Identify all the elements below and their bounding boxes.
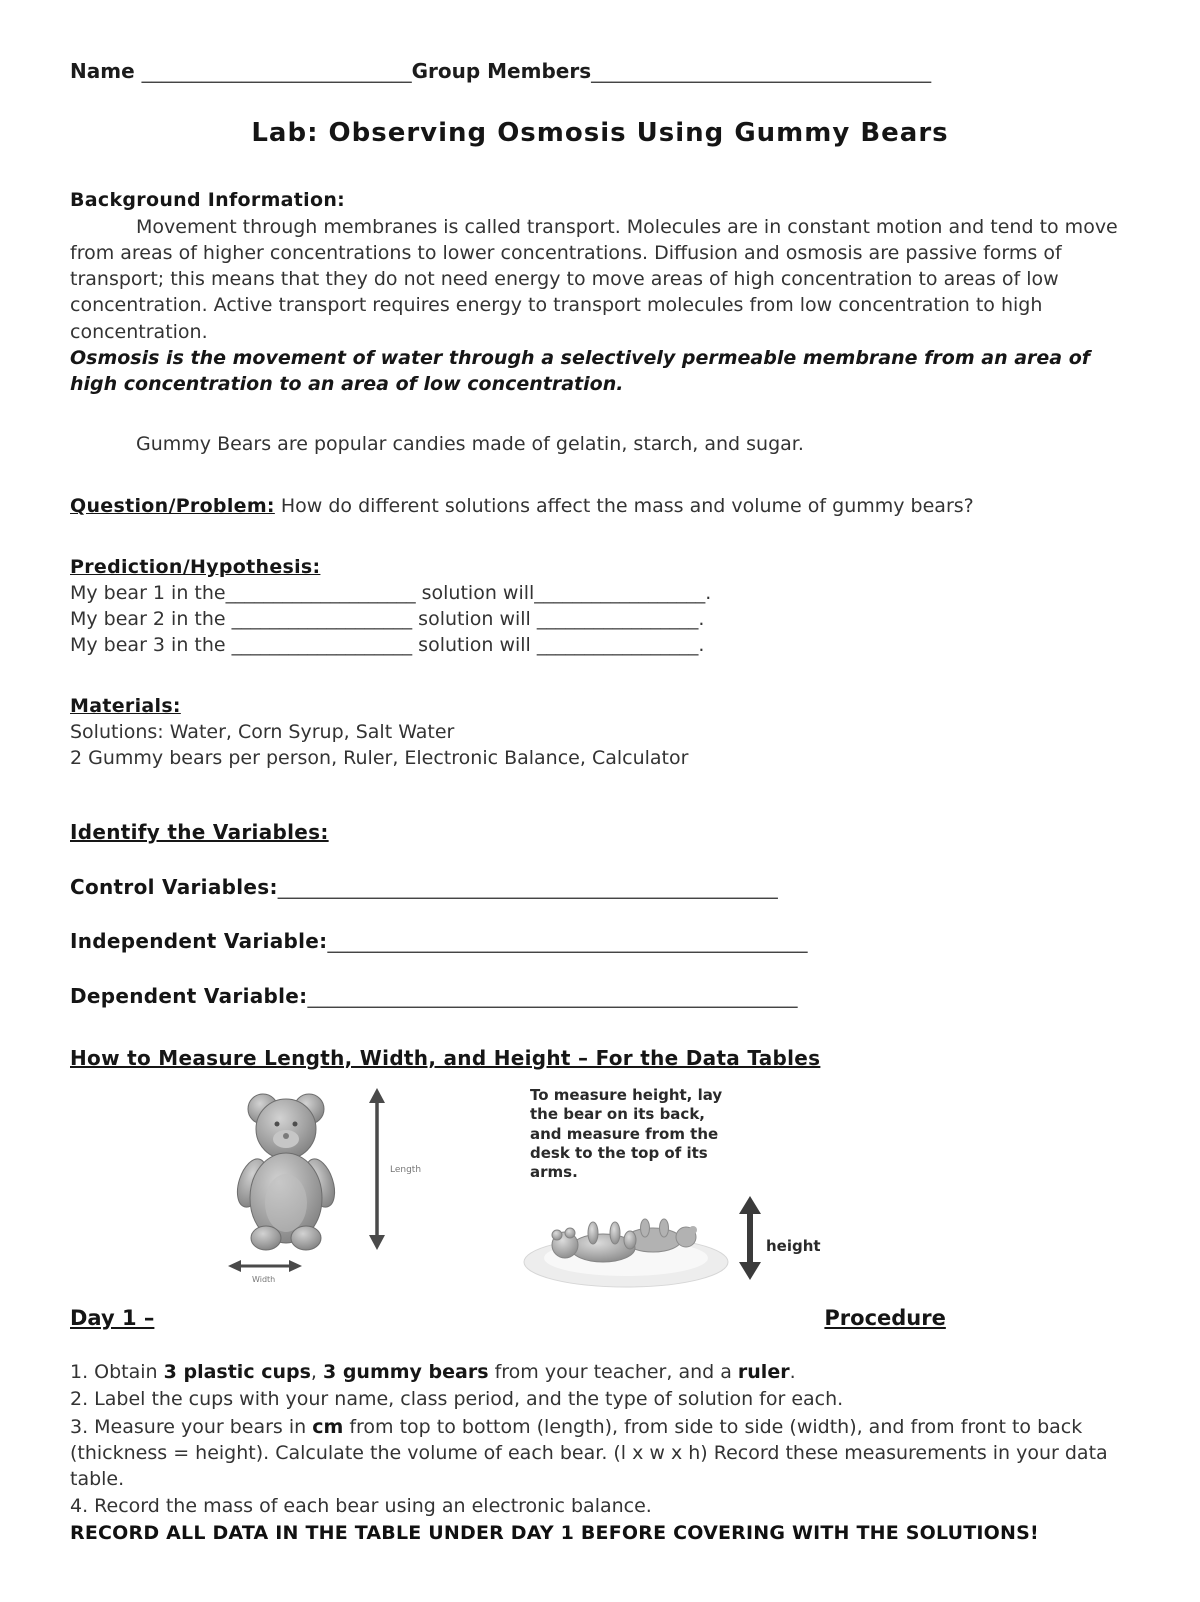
background-section xyxy=(70,187,1130,457)
height-arrow-icon xyxy=(736,1196,764,1280)
step1-period: . xyxy=(789,1361,796,1384)
measure-section xyxy=(70,1045,1130,1073)
materials-solutions: Solutions: Water, Corn Syrup, Salt Water xyxy=(70,720,455,743)
measurement-figures xyxy=(190,1086,1130,1294)
procedure-heading-row xyxy=(70,1304,1130,1333)
procedure-step-1 xyxy=(70,1359,1130,1385)
procedure-step-3 xyxy=(70,1414,1130,1493)
step3-cm: cm xyxy=(312,1415,344,1438)
prediction-1-period: . xyxy=(705,581,712,604)
step3-text-a: 3. Measure your bears in xyxy=(70,1415,313,1438)
procedure-steps xyxy=(70,1359,1130,1547)
height-label: height xyxy=(766,1237,821,1256)
question-heading: Question/Problem: xyxy=(70,495,275,518)
day-1-heading: Day 1 – xyxy=(70,1306,155,1331)
procedure-heading: Procedure xyxy=(824,1306,946,1331)
dependent-variable-label: Dependent Variable: xyxy=(70,983,308,1008)
length-arrow-icon xyxy=(366,1088,388,1250)
width-label: Width xyxy=(252,1275,276,1285)
variables-heading: Identify the Variables: xyxy=(70,820,329,845)
gummy-bear-front-image xyxy=(220,1086,352,1252)
procedure-step-2: 2. Label the cups with your name, class period, and the type of solution for each. xyxy=(70,1388,844,1411)
prediction-line-2 xyxy=(70,606,1130,632)
step1-ruler: ruler xyxy=(737,1361,790,1384)
prediction-3-result-blank: _________________ xyxy=(536,634,699,657)
step3-text-b: from top to bottom (length), from side to side (width), and from front to back (thickness = height). Calculate the volume of each bear. (l x w x h) Record these measurements in your data table. xyxy=(70,1415,1108,1490)
step1-plastic-cups: 3 plastic cups xyxy=(163,1361,311,1384)
page-title: Lab: Observing Osmosis Using Gummy Bears xyxy=(251,117,949,148)
dependent-variable-blank: _________________________________________________ xyxy=(307,983,798,1008)
variables-section xyxy=(70,819,1130,1010)
step1-text-b: , xyxy=(310,1361,323,1384)
gummy-bears-note: Gummy Bears are popular candies made of gelatin, starch, and sugar. xyxy=(136,433,804,456)
measure-heading: How to Measure Length, Width, and Height – For the Data Tables xyxy=(70,1045,821,1070)
prediction-line-1 xyxy=(70,580,1130,606)
question-text: How do different solutions affect the mass and volume of gummy bears? xyxy=(274,495,974,518)
materials-section xyxy=(70,693,1130,772)
height-photo xyxy=(530,1188,950,1292)
group-members-label: Group Members xyxy=(411,59,592,83)
control-variables-blank: __________________________________________________ xyxy=(277,874,778,899)
length-width-figure xyxy=(190,1086,480,1294)
procedure-step-4: 4. Record the mass of each bear using an electronic balance. xyxy=(70,1495,652,1518)
background-heading: Background Information: xyxy=(70,189,346,212)
name-group-line xyxy=(70,58,1130,86)
prediction-2-result-blank: _________________ xyxy=(536,608,699,631)
step1-text-c: from your teacher, and a xyxy=(488,1361,738,1384)
procedure-warning: RECORD ALL DATA IN THE TABLE UNDER DAY 1 BEFORE COVERING WITH THE SOLUTIONS! xyxy=(70,1522,1039,1545)
dependent-variable-row xyxy=(70,983,1130,1011)
prediction-3-mid: solution will xyxy=(412,634,537,657)
independent-variable-row xyxy=(70,928,1130,956)
prediction-1-solution-blank: ____________________ xyxy=(225,581,416,604)
osmosis-definition: Osmosis is the movement of water through a selectively permeable membrane from an area of high concentration to an area of low concentration. xyxy=(70,346,1091,395)
background-paragraph: Movement through membranes is called transport. Molecules are in constant motion and tend to move from areas of higher concentrations to lower concentrations. Diffusion and osmosis are passive forms of transport; this means that they do not need energy to move areas of high concentration to areas of low concentration. Active transport requires energy to transport molecules from low concentration to high concentration. xyxy=(70,215,1118,343)
prediction-1-text: My bear 1 in the xyxy=(70,581,226,604)
height-instruction-text: To measure height, lay the bear on its back, and measure from the desk to the top of its arms. xyxy=(530,1086,723,1181)
materials-heading: Materials: xyxy=(70,694,181,717)
prediction-1-result-blank: __________________ xyxy=(534,581,706,604)
gummy-bear-on-back-image xyxy=(518,1188,738,1292)
prediction-2-period: . xyxy=(698,608,705,631)
prediction-2-mid: solution will xyxy=(412,608,537,631)
materials-equipment: 2 Gummy bears per person, Ruler, Electronic Balance, Calculator xyxy=(70,746,689,769)
group-members-blank: __________________________________ xyxy=(591,59,932,83)
prediction-heading: Prediction/Hypothesis: xyxy=(70,555,321,578)
question-section xyxy=(70,493,1130,519)
prediction-2-text: My bear 2 in the xyxy=(70,608,232,631)
prediction-3-solution-blank: ___________________ xyxy=(231,634,413,657)
independent-variable-blank: ________________________________________________ xyxy=(327,929,808,954)
prediction-2-solution-blank: ___________________ xyxy=(231,608,413,631)
height-figure xyxy=(530,1086,950,1294)
step1-gummy-bears: 3 gummy bears xyxy=(322,1361,489,1384)
control-variables-row xyxy=(70,874,1130,902)
prediction-line-3 xyxy=(70,632,1130,658)
prediction-3-text: My bear 3 in the xyxy=(70,634,232,657)
prediction-3-period: . xyxy=(698,634,705,657)
prediction-1-mid: solution will xyxy=(415,581,535,604)
step1-text-a: 1. Obtain xyxy=(70,1361,164,1384)
independent-variable-label: Independent Variable: xyxy=(70,929,328,954)
control-variables-label: Control Variables: xyxy=(70,874,278,899)
width-arrow-icon xyxy=(228,1258,302,1274)
name-blank: ___________________________ xyxy=(141,59,412,83)
length-label: Length xyxy=(390,1165,422,1176)
name-label: Name xyxy=(70,59,142,83)
prediction-section xyxy=(70,554,1130,659)
